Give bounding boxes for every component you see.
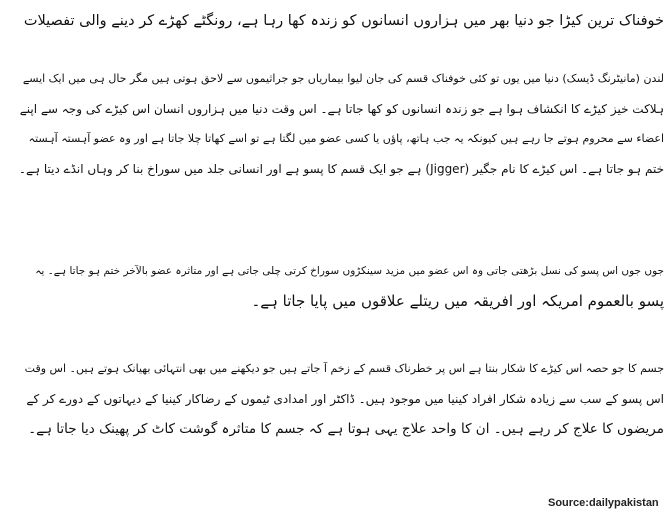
paragraph-line: جسم کا جو حصہ اس کیڑے کا شکار بنتا ہے اس پر خطرناک قسم کے زخم آ جاتے ہیں جو دیکھنے میں بھی انتہائی بھیانک ہوتے ہیں۔ اس وقت [24, 362, 664, 375]
article-paragraph-2 [8, 256, 664, 316]
news-article [8, 0, 664, 526]
paragraph-line: مریضوں کا علاج کر رہے ہیں۔ ان کا واحد علاج یہی ہوتا ہے کہ جسم کا متاثرہ گوشت کاٹ کر پھینک دیا جاتا ہے۔ [28, 421, 664, 437]
source-credit: Source:dailypakistan [548, 497, 659, 509]
paragraph-line: پسو بالعموم امریکہ اور افریقہ میں ریتلے علاقوں میں پایا جاتا ہے۔ [251, 292, 664, 310]
paragraph-line: اس پسو کے سب سے زیادہ شکار افراد کینیا میں موجود ہیں۔ ڈاکٹر اور امدادی ٹیموں کے رضاکار کینیا کے دیہاتوں کے دورے کر کے [26, 392, 664, 406]
paragraph-line: جوں جوں اس پسو کی نسل بڑھتی جاتی وہ اس عضو میں مزید سینکڑوں سوراخ کرتی چلی جاتی ہے اور متاثرہ عضو بالآخر ختم ہو جاتا ہے۔ یہ [35, 265, 664, 277]
paragraph-line: لندن (مانیٹرنگ ڈیسک) دنیا میں یوں تو کئی خوفناک قسم کی جان لیوا بیماریاں جو جراثیموں سے لاحق ہوتی ہیں مگر حال ہی میں ایک ایسے [22, 72, 664, 85]
paragraph-line: ختم ہو جاتا ہے۔ اس کیڑے کا نام جگیر (Jigger) ہے جو ایک قسم کا پسو ہے اور انسانی جلد میں سوراخ بنا کر وہاں انڈے دیتا ہے۔ [18, 162, 664, 176]
article-paragraph-1 [8, 64, 664, 184]
paragraph-line: اعضاء سے محروم ہوتے جا رہے ہیں کیونکہ یہ جب ہاتھ، پاؤں یا کسی عضو میں لگتا ہے تو اسے کھاتا چلا جاتا ہے اور وہ عضو آہستہ آہستہ [28, 132, 664, 145]
paragraph-line: ہلاکت خیز کیڑے کا انکشاف ہوا ہے جو زندہ انسانوں کو کھا جاتا ہے۔ اس وقت دنیا میں ہزاروں انسان اس کیڑے کی وجہ سے اپنے [19, 102, 664, 116]
article-paragraph-3 [8, 354, 664, 444]
article-headline: خوفناک ترین کیڑا جو دنیا بھر میں ہزاروں انسانوں کو زندہ کھا رہا ہے، رونگٹے کھڑے کر دینے والی تفصیلات [23, 13, 664, 29]
